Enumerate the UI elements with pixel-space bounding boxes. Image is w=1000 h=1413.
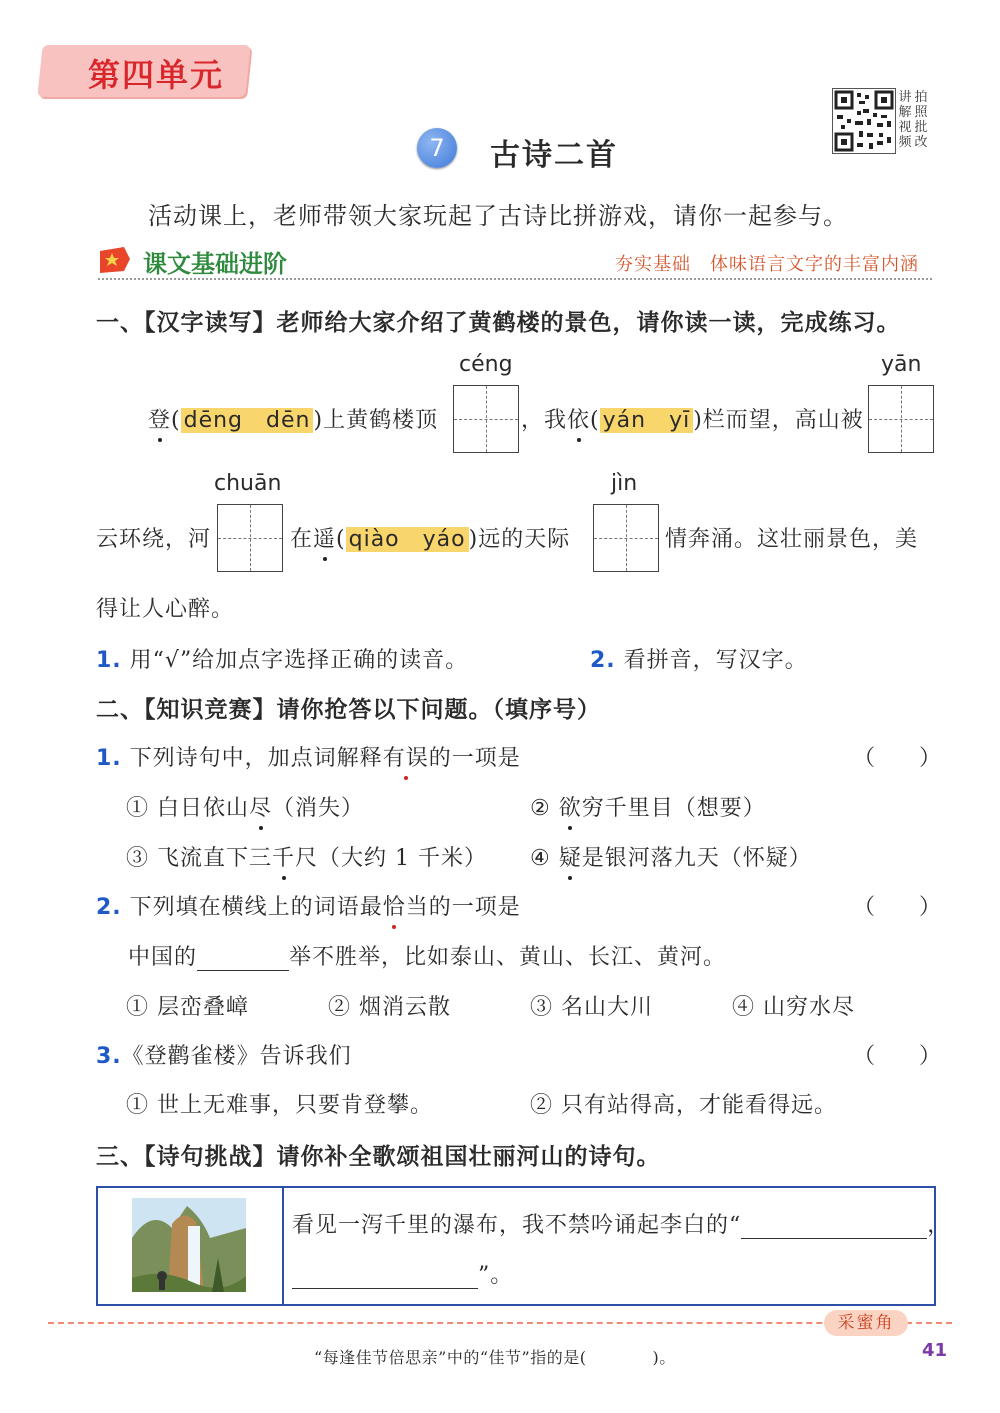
- intro-text: 活动课上，老师带领大家玩起了古诗比拼游戏，请你一起参与。: [148, 202, 848, 230]
- q1-line3: 得让人心醉。: [96, 597, 235, 622]
- q3-line2: ”。: [292, 1258, 513, 1289]
- pinyin-choice[interactable]: dēng dēn: [181, 408, 314, 433]
- page-number: 41: [922, 1340, 948, 1361]
- dotted-char: 登: [148, 403, 171, 434]
- answer-paren[interactable]: （ ）: [853, 1044, 942, 1069]
- answer-paren[interactable]: （ ）: [853, 746, 942, 771]
- q1-line1-right: ，我依( yán yī )栏而望，高山被: [521, 403, 864, 434]
- pinyin-jin: jìn: [611, 471, 638, 496]
- section-subtitle: 夯实基础 体味语言文字的丰富内涵: [615, 254, 919, 275]
- footer-tag: 采蜜角: [824, 1310, 908, 1336]
- poem-blank-1[interactable]: [741, 1213, 927, 1239]
- q1-sub1: 1. 用“√”给加点字选择正确的读音。: [96, 648, 469, 673]
- option-3[interactable]: ③ 名山大川: [530, 995, 653, 1020]
- option-1[interactable]: ① 白日依山尽（消失）: [126, 791, 364, 822]
- q1-line2-c: 情奔涌。这壮丽景色，美: [665, 527, 919, 552]
- q3-heading: 三、【诗句挑战】请你补全歌颂祖国壮丽河山的诗句。: [96, 1143, 661, 1170]
- q2-item2-stem: 2. 下列填在横线上的词语最恰当的一项是: [96, 890, 521, 921]
- poem-blank-2[interactable]: [292, 1263, 478, 1289]
- option-2[interactable]: ② 欲穷千里目（想要）: [530, 791, 766, 822]
- option-3[interactable]: ③ 飞流直下三千尺（大约 1 千米）: [126, 841, 487, 872]
- q1-sub2: 2. 看拼音，写汉字。: [590, 648, 808, 673]
- footer-note: “每逢佳节倍思亲”中的“佳节”指的是( )。: [314, 1348, 676, 1367]
- pinyin-choice[interactable]: yán yī: [600, 408, 694, 433]
- lesson-title: 古诗二首: [490, 138, 618, 173]
- write-box-jin[interactable]: [593, 504, 659, 572]
- q2-heading: 二、【知识竞赛】请你抢答以下问题。（填序号）: [96, 696, 601, 723]
- q2-item2-fill: 中国的 举不胜举，比如泰山、黄山、长江、黄河。: [128, 945, 727, 970]
- waterfall-illustration: [132, 1198, 246, 1292]
- section-divider: [98, 278, 932, 280]
- q1-line2-b: 在遥( qiào yáo )远的天际: [290, 522, 570, 553]
- qr-caption: 讲 拍 解 照 视 批 频 改: [898, 90, 928, 150]
- qr-code-icon[interactable]: [832, 88, 896, 154]
- pinyin-ceng: céng: [459, 352, 513, 377]
- answer-paren[interactable]: （ ）: [853, 895, 942, 920]
- write-box-ceng[interactable]: [453, 385, 519, 453]
- dotted-char: 依: [567, 403, 590, 434]
- q2-item1-stem: 1. 下列诗句中，加点词解释有误的一项是: [96, 741, 521, 772]
- option-4[interactable]: ④ 山穷水尽: [732, 995, 855, 1020]
- option-2[interactable]: ② 烟消云散: [328, 995, 451, 1020]
- option-1[interactable]: ① 层峦叠嶂: [126, 995, 249, 1020]
- lesson-number-badge: 7: [417, 128, 457, 168]
- q2-item3-stem: 3.《登鹳雀楼》告诉我们: [96, 1044, 352, 1069]
- option-4[interactable]: ④ 疑是银河落九天（怀疑）: [530, 841, 812, 872]
- q1-heading: 一、【汉字读写】老师给大家介绍了黄鹤楼的景色，请你读一读，完成练习。: [96, 309, 901, 336]
- fill-blank[interactable]: [197, 945, 289, 971]
- option-1[interactable]: ① 世上无难事，只要肯登攀。: [126, 1093, 433, 1118]
- pinyin-yan: yān: [881, 352, 922, 377]
- flag-icon: [98, 245, 132, 275]
- pinyin-choice[interactable]: qiào yáo: [346, 527, 469, 552]
- write-box-yan[interactable]: [868, 385, 934, 453]
- q1-line2-a: 云环绕，河: [96, 527, 212, 552]
- write-box-chuan[interactable]: [217, 504, 283, 572]
- q3-line1: 看见一泻千里的瀑布，我不禁吟诵起李白的“ ，: [292, 1213, 951, 1238]
- poem-box-divider: [282, 1186, 284, 1304]
- section-title: 课文基础进阶: [143, 250, 287, 278]
- pinyin-chuan: chuān: [214, 471, 282, 496]
- unit-label: 第四单元: [88, 56, 225, 94]
- option-2[interactable]: ② 只有站得高，才能看得远。: [530, 1093, 837, 1118]
- q1-line1-left: 登( dēng dēn )上黄鹤楼顶: [148, 403, 438, 434]
- dotted-char: 遥: [313, 522, 336, 553]
- footer-divider: [48, 1322, 952, 1324]
